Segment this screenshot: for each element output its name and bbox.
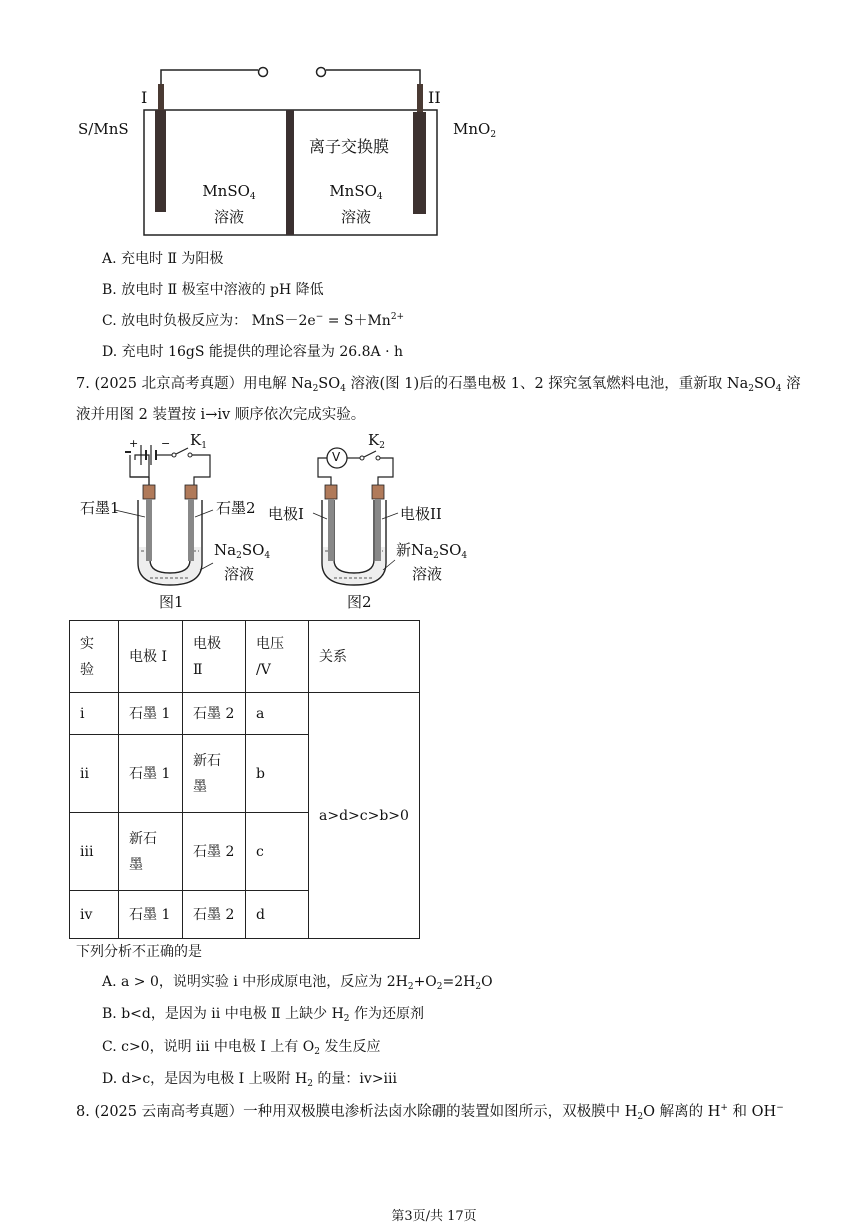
table-header-cell: 实 验 (70, 621, 119, 693)
q6-option-B: B. 放电时 Ⅱ 极室中溶液的 pH 降低 (102, 282, 324, 298)
graphite1-label: 石墨1 (80, 499, 120, 517)
table-cell: ii (70, 735, 119, 813)
table-row (70, 693, 420, 735)
experiment-table (69, 620, 420, 939)
fig1-solution-label: $Na_2SO_4$ 溶液 (214, 541, 271, 583)
q6-option-C: C. 放电时负极反应为： $MnS-2e^- = S+Mn^{2+}$ (102, 312, 405, 329)
q7-stem-line2: 液并用图 2 装置按 i→iv 顺序依次完成实验。 (76, 407, 366, 423)
q7-analysis-prompt: 下列分析不正确的是 (76, 944, 202, 960)
q6-option-A: A. 充电时 Ⅱ 为阳极 (102, 251, 224, 267)
page-number: 第3页/共 17页 (391, 1209, 477, 1224)
left-electrode-material: S/MnS (78, 120, 129, 138)
q7-option-C: C. c>0，说明 iii 中电极 I 上有 $O_2$ 发生反应 (102, 1039, 381, 1057)
table-header-cell: 电极 I (119, 621, 183, 693)
q7-stem-line1: 7. (2025 北京高考真题）用电解 $Na_2SO_4$ 溶液(图 1)后的石墨电极 1、2 探究氢氧燃料电池，重新取 $Na_2SO_4$ 溶 (76, 376, 801, 394)
q7-option-B: B. b<d，是因为 ii 中电极 Ⅱ 上缺少 $H_2$ 作为还原剂 (102, 1006, 424, 1024)
table-cell: 新石 墨 (183, 735, 246, 813)
table-cell: c (246, 813, 309, 891)
q7-option-D: D. d>c，是因为电极 I 上吸附 $H_2$ 的量：iv>iii (102, 1071, 397, 1089)
membrane-label: 离子交换膜 (309, 137, 390, 156)
table-cell: 石墨 2 (183, 693, 246, 735)
table-cell: 石墨 1 (119, 693, 183, 735)
q6-option-D: D. 充电时 16gS 能提供的理论容量为 26.8A · h (102, 344, 403, 360)
table-cell: d (246, 891, 309, 939)
table-cell: a (246, 693, 309, 735)
figure1-caption: 图1 (159, 593, 184, 611)
electrode-II-fig2-label: 电极II (400, 505, 442, 523)
q7-option-A: A. a > 0，说明实验 i 中形成原电池，反应为 $2H_2+O_2=2H_2O$ (102, 974, 493, 992)
table-cell: 石墨 2 (183, 891, 246, 939)
battery-minus-sign: − (161, 437, 171, 450)
table-cell: 石墨 2 (183, 813, 246, 891)
table-cell: 石墨 1 (119, 891, 183, 939)
relation-cell: a>d>c>b>0 (309, 693, 420, 939)
electrode-II-label: II (428, 88, 441, 107)
right-electrode-material: MnO$_2$ (453, 120, 497, 140)
table-cell: 新石 墨 (119, 813, 183, 891)
voltmeter-icon: V (332, 450, 341, 464)
table-cell: i (70, 693, 119, 735)
switch-k2-label: $K_2$ (368, 431, 385, 451)
table-cell: iv (70, 891, 119, 939)
table-cell: 石墨 1 (119, 735, 183, 813)
electrode-I-fig2-label: 电极I (268, 505, 304, 523)
table-cell: b (246, 735, 309, 813)
q8-stem: 8. (2025 云南高考真题）一种用双极膜电渗析法卤水除硼的装置如图所示，双极膜中 $H_2O$ 解离的 H+ 和 OH− (76, 1103, 784, 1122)
battery-cell-diagram (0, 0, 868, 250)
battery-plus-sign: + (129, 437, 139, 450)
table-header-cell: 关系 (309, 621, 420, 693)
figure2-caption: 图2 (347, 593, 372, 611)
left-solution-label: MnSO$_4$ 溶液 (202, 182, 256, 226)
fig2-solution-label: 新$Na_2SO_4$ 溶液 (396, 541, 468, 583)
right-solution-label: MnSO$_4$ 溶液 (329, 182, 383, 226)
table-header-cell: 电压 /V (246, 621, 309, 693)
switch-k1-label: $K_1$ (190, 431, 207, 451)
table-cell: iii (70, 813, 119, 891)
electrode-I-label: I (141, 88, 148, 107)
table-header-cell: 电极 Ⅱ (183, 621, 246, 693)
graphite2-label: 石墨2 (216, 499, 256, 517)
table-header-row (70, 621, 420, 693)
